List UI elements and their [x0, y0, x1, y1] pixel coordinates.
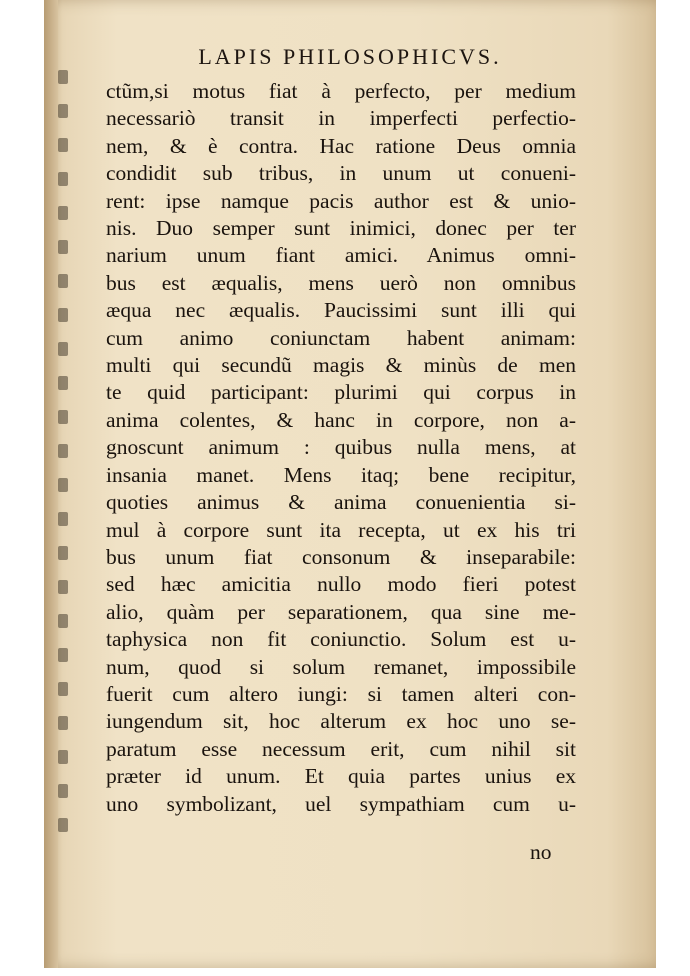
page-gutter: [44, 0, 58, 968]
text-line: iungendum sit, hoc alterum ex hoc uno se-: [106, 709, 576, 734]
text-line: cum animo coniunctam habent animam:: [106, 325, 576, 350]
running-title: LAPIS PHILOSOPHICVS.: [198, 44, 502, 69]
catchword: no: [530, 840, 552, 864]
text-line: rent: ipse namque pacis author est & unio-: [106, 188, 576, 213]
text-line: num, quod si solum remanet, impossibile: [106, 654, 576, 679]
text-line: nem, & è contra. Hac ratione Deus omnia: [106, 133, 576, 158]
text-line: alio, quàm per separationem, qua sine me-: [106, 599, 576, 624]
book-page: [44, 0, 656, 968]
text-line: multi qui secundũ magis & minùs de men: [106, 353, 576, 378]
text-line: uno symbolizant, uel sympathiam cum u-: [106, 791, 576, 816]
text-line: narium unum fiant amici. Animus omni-: [106, 243, 576, 268]
text-line: æqua nec æqualis. Paucissimi sunt illi qui: [106, 298, 576, 323]
text-line: nis. Duo semper sunt inimici, donec per ter: [106, 216, 576, 241]
text-line: gnoscunt animum : quibus nulla mens, at: [106, 435, 576, 460]
text-line: quoties animus & anima conuenientia si-: [106, 490, 576, 515]
text-line: condidit sub tribus, in unum ut conueni-: [106, 161, 576, 186]
text-line: fuerit cum altero iungi: si tamen alteri con-: [106, 681, 576, 706]
bleed-through-marks: [58, 70, 72, 870]
text-line: ctũm,si motus fiat à perfecto, per medium: [106, 79, 576, 103]
text-line: insania manet. Mens itaq; bene recipitur,: [106, 462, 576, 487]
text-line: bus unum fiat consonum & inseparabile:: [106, 544, 576, 569]
text-line: præter id unum. Et quia partes unius ex: [106, 764, 576, 789]
text-line: bus est æqualis, mens uerò non omnibus: [106, 270, 576, 295]
text-line: paratum esse necessum erit, cum nihil sit: [106, 736, 576, 761]
text-line: anima colentes, & hanc in corpore, non a-: [106, 407, 576, 432]
text-line: te quid participant: plurimi qui corpus in: [106, 380, 576, 405]
text-line: sed hæc amicitia nullo modo fieri potest: [106, 572, 576, 597]
text-line: mul à corpore sunt ita recepta, ut ex his tri: [106, 517, 576, 542]
text-line: necessariò transit in imperfecti perfectio-: [106, 106, 576, 131]
body-text: [106, 78, 576, 818]
text-line: taphysica non fit coniunctio. Solum est u-: [106, 627, 576, 652]
